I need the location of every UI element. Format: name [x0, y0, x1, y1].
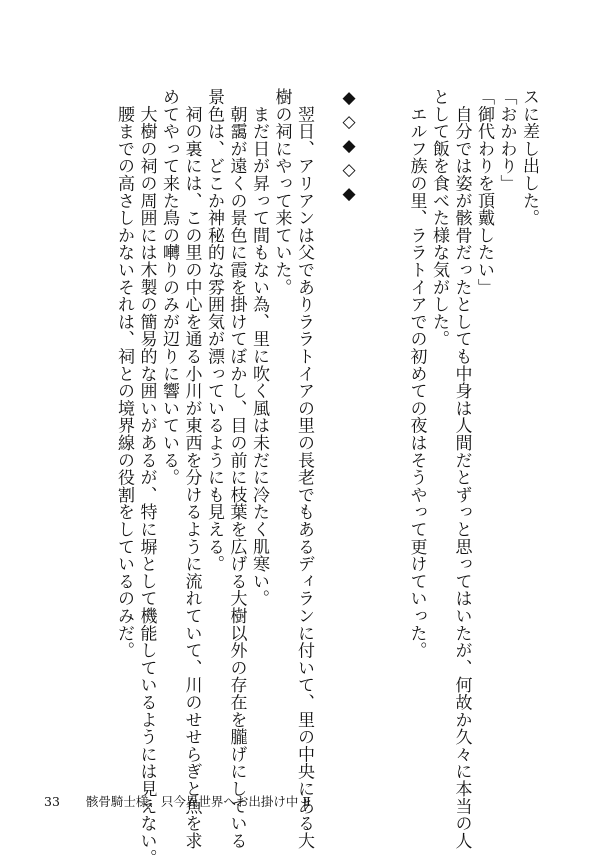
page-number: 33	[44, 794, 60, 809]
text-line: として飯を食べた様な気がした。	[429, 88, 449, 348]
text-line: めてやって来た鳥の囀りのみが辺りに響いている。	[159, 88, 179, 486]
text-line: まだ日が昇って間もない為、里に吹く風は未だに冷たく肌寒い。	[249, 88, 269, 607]
text-line: 朝靄が遠くの景色に霞を掛けてぼかし、目の前に枝葉を広げる大樹以外の存在を朧げにしている	[226, 88, 247, 850]
text-line: 大樹の祠の周囲には木製の簡易的な囲いがあるが、特に塀として機能しているようには見えない。	[136, 88, 157, 867]
text-line: 自分では姿が骸骨だったとしても中身は人間だとずっと思ってはいたが、何故か久々に本当の人	[451, 88, 472, 850]
text-line: エルフ族の里、ララトイアでの初めての夜はそうやって更けていった。	[406, 88, 427, 659]
section-separator: ◆◇◆◇◆	[339, 88, 359, 208]
text-line: 樹の祠にやって来ていた。	[271, 88, 292, 296]
book-title: 骸骨騎士様、只今異世界へお出掛け中 Ⅱ	[85, 794, 311, 809]
blank-line	[360, 88, 383, 778]
text-line: スに差し出した。	[519, 88, 539, 227]
text-line: 翌日、アリアンは父でありララトイアの里の長老でもあるディランに付いて、里の中央にある大	[294, 88, 314, 850]
blank-line	[315, 88, 338, 778]
blank-line	[383, 88, 406, 778]
text-line: 「おかわり」	[496, 88, 517, 192]
text-line: 景色は、どこか神秘的な雰囲気が漂っているようにも見える。	[204, 88, 224, 573]
text-line: 「御代わりを頂戴したい」	[474, 88, 494, 296]
text-line: 祠の裏には、この里の中心を通る小川が東西を分けるように流れていて、川のせせらぎと魚を求	[181, 88, 202, 850]
text-line: 腰までの高さしかないそれは、祠との境界線の役割をしているのみだ。	[114, 88, 134, 659]
page-footer	[44, 792, 311, 810]
